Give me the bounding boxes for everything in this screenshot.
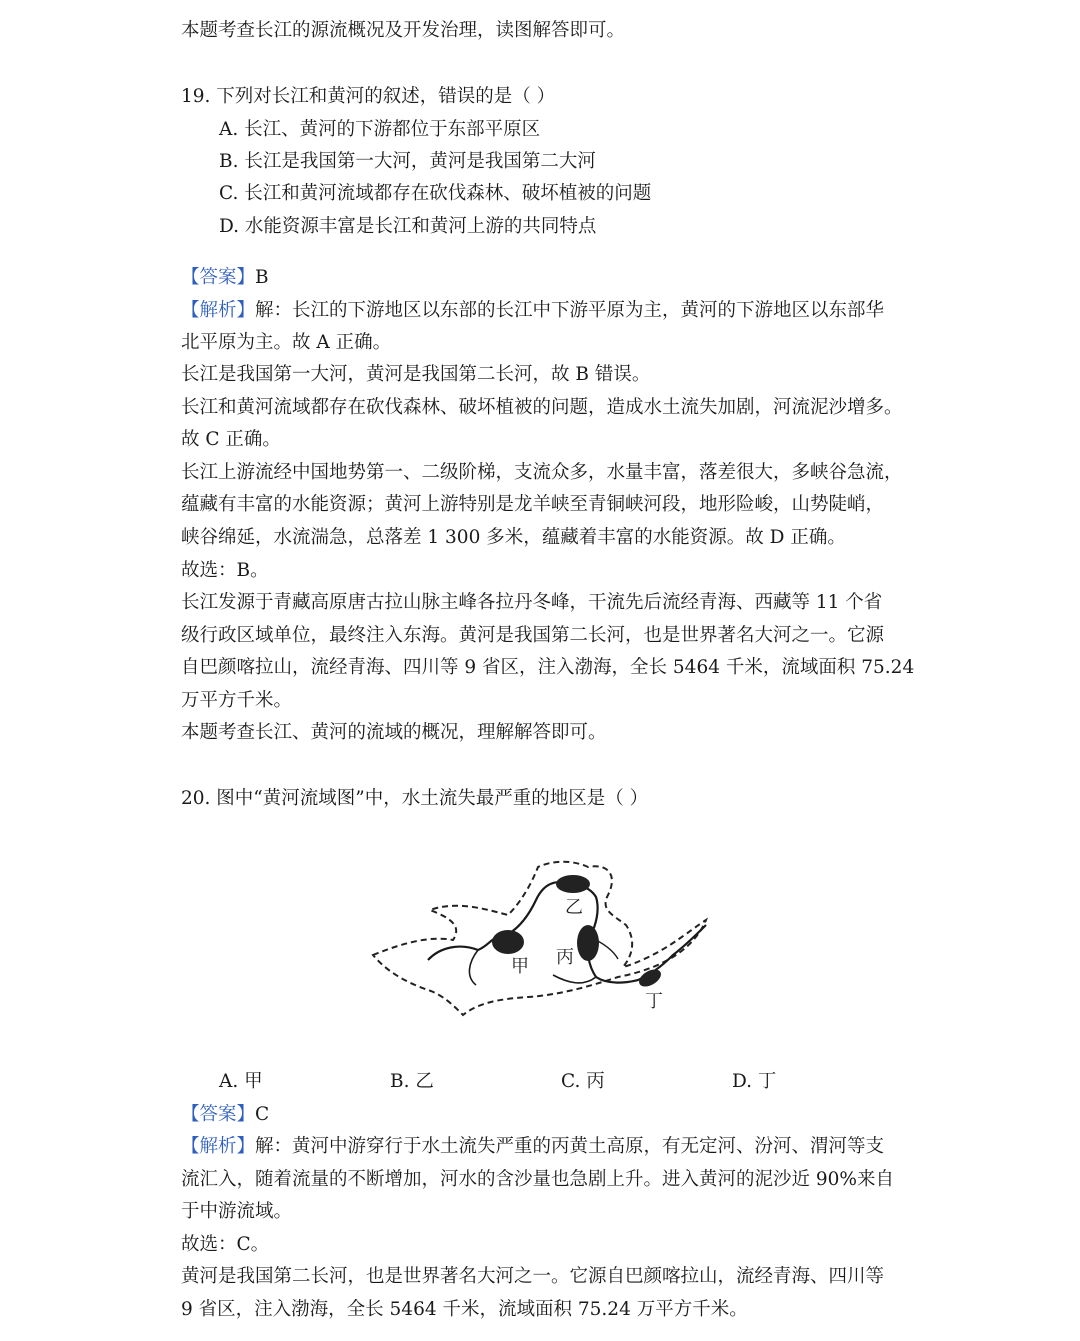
map-label-yi: 乙 [565,897,583,918]
q20-stem: 20. 图中“黄河流域图”中，水土流失最严重的地区是（ ） [181,788,649,809]
q19-analysis-line: 本题考查长江、黄河的流域的概况，理解解答即可。 [181,722,607,743]
q19-analysis-line: 峡谷绵延，水流湍急，总落差 1 300 多米，蕴藏着丰富的水能资源。故 D 正确。 [181,527,846,548]
q19-analysis-line: 故 C 正确。 [181,429,281,450]
q20-analysis-line: 9 省区，注入渤海，全长 5464 千米，流域面积 75.24 万平方千米。 [181,1299,748,1320]
region-ding-shading [636,966,664,990]
q20-option-d: D. 丁 [732,1071,777,1092]
q19-analysis-line: 长江和黄河流域都存在砍伐森林、破坏植被的问题，造成水土流失加剧，河流泥沙增多。 [181,397,903,418]
top-note: 本题考查长江的源流概况及开发治理，读图解答即可。 [181,20,626,41]
map-label-ding: 丁 [645,991,663,1012]
q19-option-a: A. 长江、黄河的下游都位于东部平原区 [219,119,541,140]
q20-analysis-line: 黄河是我国第二长河，也是世界著名大河之一。它源自巴颜喀拉山，流经青海、四川等 [181,1266,885,1287]
river-tributary [553,975,596,983]
q20-option-a: A. 甲 [219,1071,263,1092]
q19-option-d: D. 水能资源丰富是长江和黄河上游的共同特点 [219,216,597,237]
q20-answer [181,1102,269,1128]
answer-value: B [255,267,269,288]
q19-analysis-line: 长江是我国第一大河，黄河是我国第二长河，故 B 错误。 [181,364,651,385]
q19-option-b: B. 长江是我国第一大河，黄河是我国第二大河 [219,151,596,172]
q20-analysis-line [181,1134,884,1160]
region-yi-shading [556,875,590,893]
region-bing-shading [577,925,599,961]
yellow-river-basin-map [368,855,713,1035]
q20-option-b: B. 乙 [390,1071,434,1092]
q19-analysis-line: 北平原为主。故 A 正确。 [181,332,392,353]
q20-analysis-line: 于中游流域。 [181,1201,293,1222]
q19-analysis-line: 长江发源于青藏高原唐古拉山脉主峰各拉丹冬峰，干流先后流经青海、西藏等 11 个省 [181,592,883,613]
answer-tag: 【答案】 [181,267,256,288]
q19-analysis-line: 长江上游流经中国地势第一、二级阶梯，支流众多，水量丰富，落差很大，多峡谷急流， [181,462,903,483]
q19-analysis-line: 自巴颜喀拉山，流经青海、四川等 9 省区，注入渤海，全长 5464 千米，流域面积 75.24 [181,657,915,678]
q19-option-c: C. 长江和黄河流域都存在砍伐森林、破坏植被的问题 [219,183,652,204]
q20-analysis-line: 故选：C。 [181,1234,270,1255]
answer-tag: 【答案】 [181,1104,256,1125]
river-tributary [469,950,478,985]
q19-analysis-line: 万平方千米。 [181,690,293,711]
q19-analysis-line [181,298,884,324]
q20-analysis-line: 流汇入，随着流量的不断增加，河水的含沙量也急剧上升。进入黄河的泥沙近 90%来自 [181,1169,895,1190]
q19-stem: 19. 下列对长江和黄河的叙述，错误的是（ ） [181,86,556,107]
analysis-tag: 【解析】 [181,300,256,321]
q19-answer [181,265,269,291]
region-jia-shading [492,930,524,954]
q20-option-c: C. 丙 [561,1071,605,1092]
answer-value: C [255,1104,270,1125]
analysis-text: 解：长江的下游地区以东部的长江中下游平原为主，黄河的下游地区以东部华 [255,300,885,321]
q19-analysis-line: 级行政区域单位，最终注入东海。黄河是我国第二长河，也是世界著名大河之一。它源 [181,625,885,646]
analysis-tag: 【解析】 [181,1136,256,1157]
q19-analysis-line: 蕴藏有丰富的水能资源；黄河上游特别是龙羊峡至青铜峡河段，地形险峻，山势陡峭， [181,494,885,515]
map-label-bing: 丙 [556,947,574,968]
analysis-text: 解：黄河中游穿行于水土流失严重的丙黄土高原，有无定河、汾河、渭河等支 [255,1136,885,1157]
q19-analysis-line: 故选：B。 [181,560,269,581]
map-label-jia: 甲 [511,956,529,977]
